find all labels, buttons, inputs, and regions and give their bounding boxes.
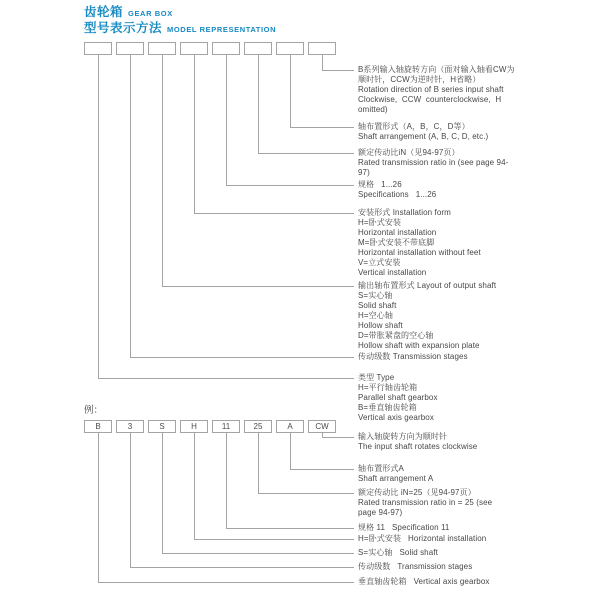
description-line: Horizontal installation [358,228,437,237]
description-line: V=立式安装 [358,258,401,267]
description-line: H=空心轴 [358,311,393,320]
example-description-block-3 [358,523,449,533]
model-description-block-0 [358,65,515,115]
model-description-block-7 [358,373,438,423]
model-code-box-0 [84,42,112,55]
model-description-block-5 [358,281,496,351]
description-line: 97) [358,168,370,177]
example-code-box-5: 25 [244,420,272,433]
example-description-block-0 [358,432,477,452]
example-label: 例： [84,405,104,416]
description-line: Vertical axis gearbox [358,413,434,422]
model-description-block-4 [358,208,481,278]
description-line: 规格 11 Specification 11 [358,523,450,532]
description-line: Parallel shaft gearbox [358,393,438,402]
description-line: Vertical installation [358,268,427,277]
model-code-box-1 [116,42,144,55]
example-description-block-7 [358,577,489,587]
description-line: page 94-97) [358,508,403,517]
model-description-block-6 [358,352,468,362]
description-line: 输出轴布置形式 Layout of output shaft [358,281,497,290]
description-line: omitted) [358,105,388,114]
description-line: H=平行轴齿轮箱 [358,383,418,392]
description-line: Hollow shaft [358,321,403,330]
model-code-box-4 [212,42,240,55]
description-line: The input shaft rotates clockwise [358,442,478,451]
example-description-block-4 [358,534,486,544]
description-line: 垂直轴齿轮箱 Vertical axis gearbox [358,577,490,586]
example-code-box-1: 3 [116,420,144,433]
gearbox-title-zh: 齿轮箱 [84,5,124,19]
description-line: Rated transmission ratio in (see page 94- [358,158,509,167]
page-header [84,5,276,37]
description-line: 传动级数 Transmission stages [358,562,473,571]
description-line: Rotation direction of B series input shaft [358,85,504,94]
example-code-box-6: A [276,420,304,433]
description-line: Shaft arrangement A [358,474,434,483]
model-code-box-3 [180,42,208,55]
description-line: Horizontal installation without feet [358,248,481,257]
example-code-box-4: 11 [212,420,240,433]
model-code-box-2 [148,42,176,55]
model-code-box-7 [308,42,336,55]
description-line: 额定传动比iN（见94-97页） [358,148,460,157]
description-line: Clockwise, CCW counterclockwise, H [358,95,502,104]
example-description-block-1 [358,464,433,484]
model-code-box-6 [276,42,304,55]
gearbox-title [84,5,276,21]
description-line: S=实心轴 [358,291,393,300]
description-line: H=卧式安装 Horizontal installation [358,534,487,543]
model-representation-title [84,21,276,37]
description-line: Rated transmission ratio in = 25 (see [358,498,493,507]
description-line: 顺时针，CCW为逆时针，H省略） [358,75,481,84]
description-line: B系列输入轴旋转方向（面对输入轴看CW为 [358,65,515,74]
gearbox-title-en: GEAR BOX [128,9,173,18]
description-line: 轴布置形式A [358,464,404,473]
model-description-block-2 [358,148,508,178]
model-description-block-3 [358,180,436,200]
description-line: 类型 Type [358,373,395,382]
description-line: Hollow shaft with expansion plate [358,341,480,350]
description-line: Specifications 1...26 [358,190,437,199]
description-line: H=卧式安装 [358,218,402,227]
description-line: 传动级数 Transmission stages [358,352,468,361]
description-line: 额定传动比 iN=25（见94-97页） [358,488,476,497]
example-description-block-6 [358,562,472,572]
description-line: S=实心轴 Solid shaft [358,548,438,557]
description-line: 轴布置形式（A，B，C，D等） [358,122,470,131]
description-line: B=垂直轴齿轮箱 [358,403,417,412]
example-code-box-3: H [180,420,208,433]
description-line: Shaft arrangement (A, B, C, D, etc.) [358,132,489,141]
example-code-box-7: CW [308,420,336,433]
example-description-block-5 [358,548,438,558]
model-code-box-5 [244,42,272,55]
description-line: Solid shaft [358,301,397,310]
description-line: 规格 1...26 [358,180,402,189]
example-code-box-2: S [148,420,176,433]
example-code-box-0: B [84,420,112,433]
model-representation-title-zh: 型号表示方法 [84,21,163,35]
description-line: M=卧式安装不带底脚 [358,238,435,247]
model-description-block-1 [358,122,488,142]
description-line: D=带胀紧盘的空心轴 [358,331,434,340]
model-representation-title-en: MODEL REPRESENTATION [167,25,277,34]
description-line: 安装形式 Installation form [358,208,451,217]
description-line: 输入轴旋转方向为顺时针 [358,432,448,441]
example-description-block-2 [358,488,492,518]
